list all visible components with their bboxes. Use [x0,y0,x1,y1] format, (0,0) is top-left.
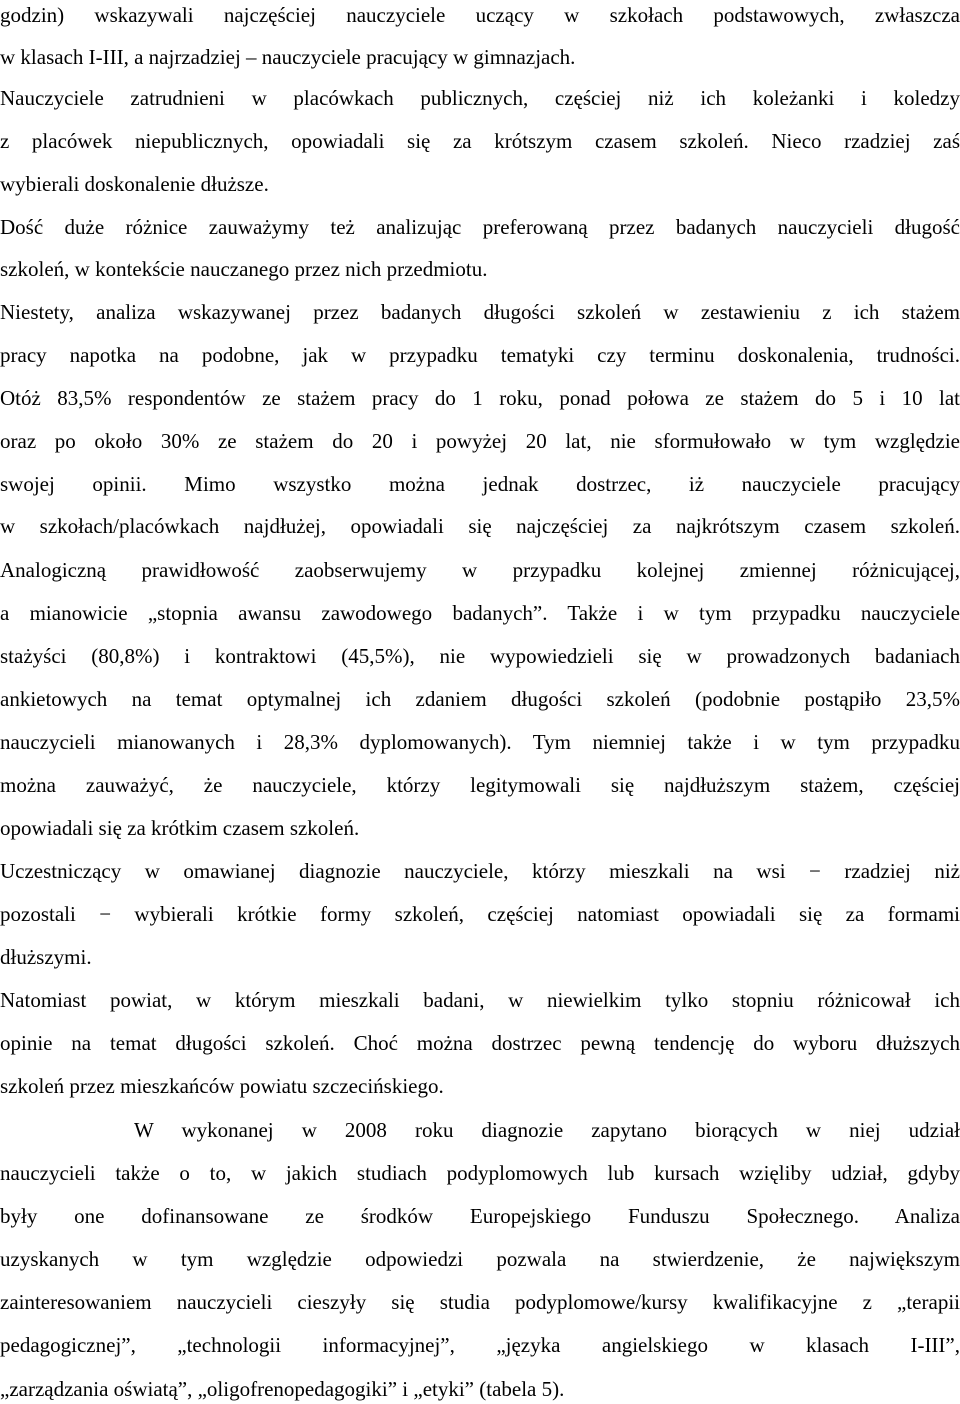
text-line: „zarządzania oświatą”, „oligofrenopedagogiki” i „etyki” (tabela 5). [0,1377,565,1401]
text-line: pedagogicznej”, „technologii informacyjnej”, „języka angielskiego w klasach I-III”, [0,1333,960,1357]
text-line: a mianowicie „stopnia awansu zawodowego badanych”. Także i w tym przypadku nauczyciele [0,601,960,625]
text-line: Analogiczną prawidłowość zaobserwujemy w przypadku kolejnej zmiennej różnicującej, [0,558,960,582]
text-line: zainteresowaniem nauczycieli cieszyły się studia podyplomowe/kursy kwalifikacyjne z „terapii [0,1290,960,1314]
text-line: swojej opinii. Mimo wszystko można jednak dostrzec, iż nauczyciele pracujący [0,472,960,496]
text-line: uzyskanych w tym względzie odpowiedzi pozwala na stwierdzenie, że największym [0,1247,960,1271]
text-line: Nauczyciele zatrudnieni w placówkach publicznych, częściej niż ich koleżanki i koledzy [0,86,960,110]
text-line: były one dofinansowane ze środków Europejskiego Funduszu Społecznego. Analiza [0,1204,960,1228]
text-line: godzin) wskazywali najczęściej nauczyciele uczący w szkołach podstawowych, zwłaszcza [0,3,960,27]
text-line: Dość duże różnice zauważymy też analizując preferowaną przez badanych nauczycieli długość [0,215,960,239]
text-line: pracy napotka na podobne, jak w przypadku tematyki czy terminu doskonalenia, trudności. [0,343,960,367]
text-line: Otóż 83,5% respondentów ze stażem pracy do 1 roku, ponad połowa ze stażem do 5 i 10 lat [0,386,960,410]
text-line: stażyści (80,8%) i kontraktowi (45,5%), nie wypowiedzieli się w prowadzonych badaniach [0,644,960,668]
text-line: nauczycieli mianowanych i 28,3% dyplomowanych). Tym niemniej także i w tym przypadku [0,730,960,754]
text-line: nauczycieli także o to, w jakich studiach podyplomowych lub kursach wzięliby udział, gdyby [0,1161,960,1185]
text-line: wybierali doskonalenie dłuższe. [0,172,269,196]
text-line: Natomiast powiat, w którym mieszkali badani, w niewielkim tylko stopniu różnicował ich [0,988,960,1012]
text-line: ankietowych na temat optymalnej ich zdaniem długości szkoleń (podobnie postąpiło 23,5% [0,687,960,711]
text-line: oraz po około 30% ze stażem do 20 i powyżej 20 lat, nie sformułowało w tym względzie [0,429,960,453]
text-line: pozostali − wybierali krótkie formy szkoleń, częściej natomiast opowiadali się za formami [0,902,960,926]
text-line: opinie na temat długości szkoleń. Choć można dostrzec pewną tendencję do wyboru dłuższych [0,1031,960,1055]
text-line: W wykonanej w 2008 roku diagnozie zapytano biorących w niej udział [134,1118,960,1142]
text-line: Niestety, analiza wskazywanej przez badanych długości szkoleń w zestawieniu z ich stażem [0,300,960,324]
text-line: z placówek niepublicznych, opowiadali się za krótszym czasem szkoleń. Nieco rzadziej zaś [0,129,960,153]
text-line: dłuższymi. [0,945,92,969]
text-line: w klasach I-III, a najrzadziej – nauczyciele pracujący w gimnazjach. [0,45,576,69]
text-line: szkoleń przez mieszkańców powiatu szczecińskiego. [0,1074,444,1098]
text-line: w szkołach/placówkach najdłużej, opowiadali się najczęściej za najkrótszym czasem szkoleń. [0,514,960,538]
text-line: szkoleń, w kontekście nauczanego przez nich przedmiotu. [0,257,488,281]
text-line: opowiadali się za krótkim czasem szkoleń. [0,816,360,840]
text-line: można zauważyć, że nauczyciele, którzy legitymowali się najdłuższym stażem, częściej [0,773,960,797]
text-line: Uczestniczący w omawianej diagnozie nauczyciele, którzy mieszkali na wsi − rzadziej niż [0,859,960,883]
